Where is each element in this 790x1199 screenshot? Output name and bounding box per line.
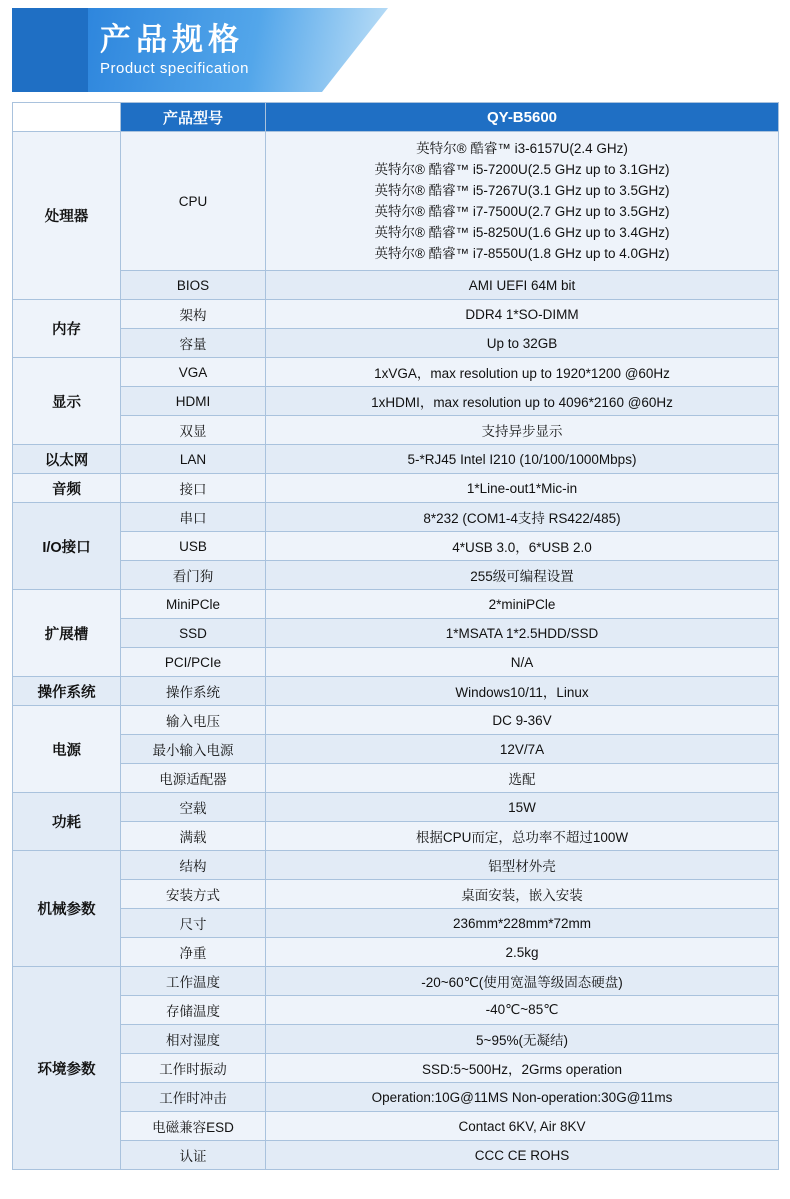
spec-sub-label: 净重 (121, 938, 266, 967)
spec-sub-label: BIOS (121, 271, 266, 300)
spec-sub-label: MiniPCle (121, 590, 266, 619)
spec-sub-label: 认证 (121, 1141, 266, 1170)
table-row (13, 387, 779, 416)
table-row (13, 793, 779, 822)
spec-value: 桌面安装，嵌入安装 (266, 880, 779, 909)
spec-sub-label: 相对湿度 (121, 1025, 266, 1054)
spec-sub-label: 最小输入电源 (121, 735, 266, 764)
table-header-row (13, 103, 779, 132)
spec-value: 选配 (266, 764, 779, 793)
spec-sub-label: 输入电压 (121, 706, 266, 735)
spec-value: SSD:5~500Hz，2Grms operation (266, 1054, 779, 1083)
table-row (13, 996, 779, 1025)
page-title-cn: 产品规格 (100, 22, 244, 57)
spec-sub-label: 容量 (121, 329, 266, 358)
table-row (13, 329, 779, 358)
group-label-2: 内存 (13, 300, 121, 358)
spec-sub-label: CPU (121, 132, 266, 271)
spec-sub-label: PCI/PCIe (121, 648, 266, 677)
spec-sub-label: 工作时振动 (121, 1054, 266, 1083)
spec-value: 255级可编程设置 (266, 561, 779, 590)
group-label-7: 扩展槽 (13, 590, 121, 677)
table-row (13, 590, 779, 619)
table-row (13, 619, 779, 648)
table-row (13, 909, 779, 938)
spec-sub-label: 接口 (121, 474, 266, 503)
group-label-8: 操作系统 (13, 677, 121, 706)
specification-table (12, 102, 779, 1170)
table-row (13, 132, 779, 271)
spec-value: 8*232 (COM1-4支持 RS422/485) (266, 503, 779, 532)
table-row (13, 445, 779, 474)
spec-value: DC 9-36V (266, 706, 779, 735)
cpu-option: 英特尔® 酷睿™ i5-8250U(1.6 GHz up to 3.4GHz) (374, 225, 670, 240)
table-row (13, 967, 779, 996)
group-label-3: 显示 (13, 358, 121, 445)
header-spacer-cell (13, 103, 121, 132)
table-row (13, 851, 779, 880)
spec-value: 12V/7A (266, 735, 779, 764)
table-row (13, 300, 779, 329)
spec-sub-label: 安装方式 (121, 880, 266, 909)
table-row (13, 1112, 779, 1141)
spec-value: 15W (266, 793, 779, 822)
spec-sub-label: VGA (121, 358, 266, 387)
spec-value: 支持异步显示 (266, 416, 779, 445)
spec-sub-label: USB (121, 532, 266, 561)
table-row (13, 938, 779, 967)
cpu-option: 英特尔® 酷睿™ i5-7200U(2.5 GHz up to 3.1GHz) (374, 162, 670, 177)
cpu-option: 英特尔® 酷睿™ i5-7267U(3.1 GHz up to 3.5GHz) (374, 183, 670, 198)
spec-sub-label: 空载 (121, 793, 266, 822)
group-label-11: 机械参数 (13, 851, 121, 967)
table-row (13, 764, 779, 793)
spec-value (266, 132, 779, 271)
table-row (13, 358, 779, 387)
spec-value: Windows10/11，Linux (266, 677, 779, 706)
spec-value: DDR4 1*SO-DIMM (266, 300, 779, 329)
table-row (13, 1083, 779, 1112)
header-model-label: 产品型号 (121, 103, 266, 132)
page-banner (0, 0, 790, 100)
table-row (13, 503, 779, 532)
group-label-4: 以太网 (13, 445, 121, 474)
table-row (13, 532, 779, 561)
table-row (13, 735, 779, 764)
spec-sub-label: HDMI (121, 387, 266, 416)
spec-value: 1*MSATA 1*2.5HDD/SSD (266, 619, 779, 648)
table-row (13, 822, 779, 851)
group-label-12: 环境参数 (13, 967, 121, 1170)
spec-value: 铝型材外壳 (266, 851, 779, 880)
spec-sub-label: 串口 (121, 503, 266, 532)
spec-sub-label: 工作时冲击 (121, 1083, 266, 1112)
spec-sub-label: 双显 (121, 416, 266, 445)
group-label-6: I/O接口 (13, 503, 121, 590)
table-row (13, 706, 779, 735)
spec-sub-label: 看门狗 (121, 561, 266, 590)
spec-value: Up to 32GB (266, 329, 779, 358)
spec-value: 1*Line-out1*Mic-in (266, 474, 779, 503)
cpu-option: 英特尔® 酷睿™ i3-6157U(2.4 GHz) (416, 141, 628, 156)
spec-value: AMI UEFI 64M bit (266, 271, 779, 300)
cpu-option-list (266, 132, 778, 270)
group-label-10: 功耗 (13, 793, 121, 851)
spec-value: 5-*RJ45 Intel I210 (10/100/1000Mbps) (266, 445, 779, 474)
spec-value: 4*USB 3.0，6*USB 2.0 (266, 532, 779, 561)
table-row (13, 416, 779, 445)
spec-sub-label: 尺寸 (121, 909, 266, 938)
page-title-en: Product specification (100, 60, 249, 77)
banner-text-group (100, 8, 249, 92)
table-row (13, 271, 779, 300)
spec-sub-label: LAN (121, 445, 266, 474)
spec-sub-label: 电源适配器 (121, 764, 266, 793)
spec-value: 1xHDMI，max resolution up to 4096*2160 @60Hz (266, 387, 779, 416)
spec-value: 1xVGA，max resolution up to 1920*1200 @60Hz (266, 358, 779, 387)
table-row (13, 648, 779, 677)
table-row (13, 474, 779, 503)
spec-value: 5~95%(无凝结) (266, 1025, 779, 1054)
table-row (13, 1054, 779, 1083)
spec-value: CCC CE ROHS (266, 1141, 779, 1170)
spec-sub-label: 工作温度 (121, 967, 266, 996)
spec-sub-label: SSD (121, 619, 266, 648)
header-model-value: QY-B5600 (266, 103, 779, 132)
spec-value: -20~60℃(使用宽温等级固态硬盘) (266, 967, 779, 996)
spec-value: 236mm*228mm*72mm (266, 909, 779, 938)
group-label-9: 电源 (13, 706, 121, 793)
table-row (13, 677, 779, 706)
spec-value: -40℃~85℃ (266, 996, 779, 1025)
group-label-5: 音频 (13, 474, 121, 503)
table-row (13, 561, 779, 590)
spec-sub-label: 电磁兼容ESD (121, 1112, 266, 1141)
spec-value: Contact 6KV, Air 8KV (266, 1112, 779, 1141)
spec-sub-label: 架构 (121, 300, 266, 329)
table-row (13, 880, 779, 909)
table-row (13, 1025, 779, 1054)
spec-value: Operation:10G@11MS Non-operation:30G@11ms (266, 1083, 779, 1112)
banner-blue-block (12, 8, 88, 92)
spec-value: 根据CPU而定，总功率不超过100W (266, 822, 779, 851)
spec-sub-label: 结构 (121, 851, 266, 880)
cpu-option: 英特尔® 酷睿™ i7-7500U(2.7 GHz up to 3.5GHz) (374, 204, 670, 219)
group-label-1: 处理器 (13, 132, 121, 300)
spec-value: 2*miniPCle (266, 590, 779, 619)
table-row (13, 1141, 779, 1170)
spec-sub-label: 满载 (121, 822, 266, 851)
cpu-option: 英特尔® 酷睿™ i7-8550U(1.8 GHz up to 4.0GHz) (374, 246, 670, 261)
spec-value: N/A (266, 648, 779, 677)
spec-sub-label: 存储温度 (121, 996, 266, 1025)
spec-sub-label: 操作系统 (121, 677, 266, 706)
spec-value: 2.5kg (266, 938, 779, 967)
